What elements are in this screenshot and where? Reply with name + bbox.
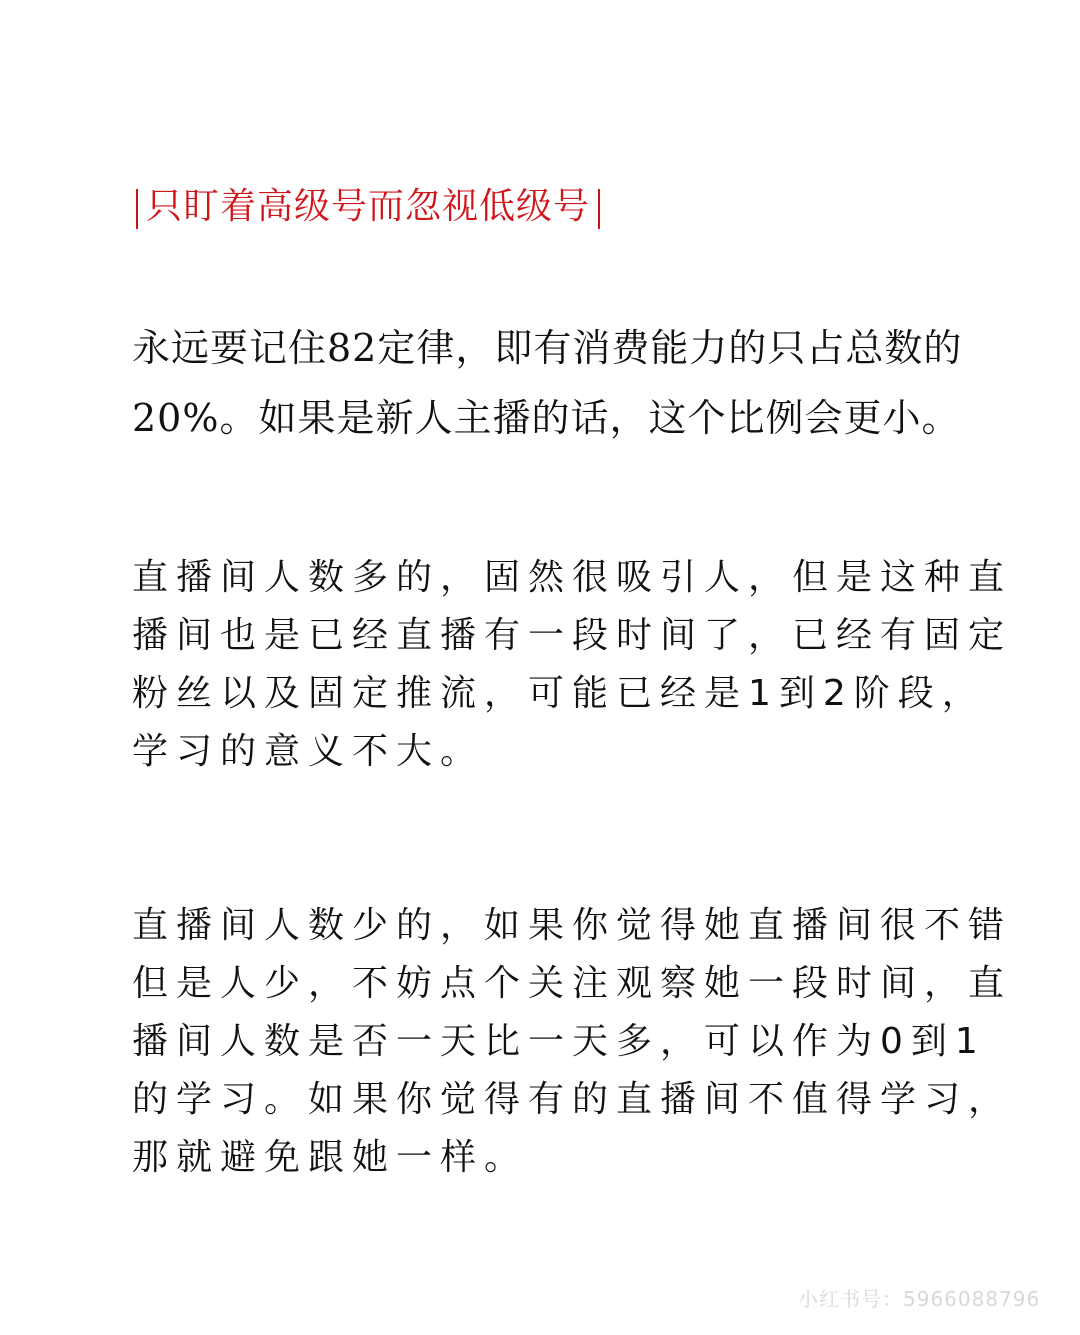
xiaohongshu-id-watermark: 小红书号：5966088796 xyxy=(798,1287,1041,1311)
section-heading xyxy=(136,182,608,232)
heading-right-bar xyxy=(598,189,600,229)
heading-text: 只盯着高级号而忽视低级号 xyxy=(146,186,591,227)
paragraph-3: 直播间人数少的，如果你觉得她直播间很不错但是人少，不妨点个关注观察她一段时间，直播间人数是否一天比一天多，可以作为0到1的学习。如果你觉得有的直播间不值得学习，那就避免跟她一样。 xyxy=(132,905,1013,1178)
paragraph-2: 直播间人数多的，固然很吸引人，但是这种直播间也是已经直播有一段时间了，已经有固定粉丝以及固定推流，可能已经是1到2阶段，学习的意义不大。 xyxy=(132,557,1013,772)
heading-left-bar xyxy=(136,189,138,229)
paragraph-1: 永远要记住82定律，即有消费能力的只占总数的20%。如果是新人主播的话，这个比例会更小。 xyxy=(132,326,963,440)
